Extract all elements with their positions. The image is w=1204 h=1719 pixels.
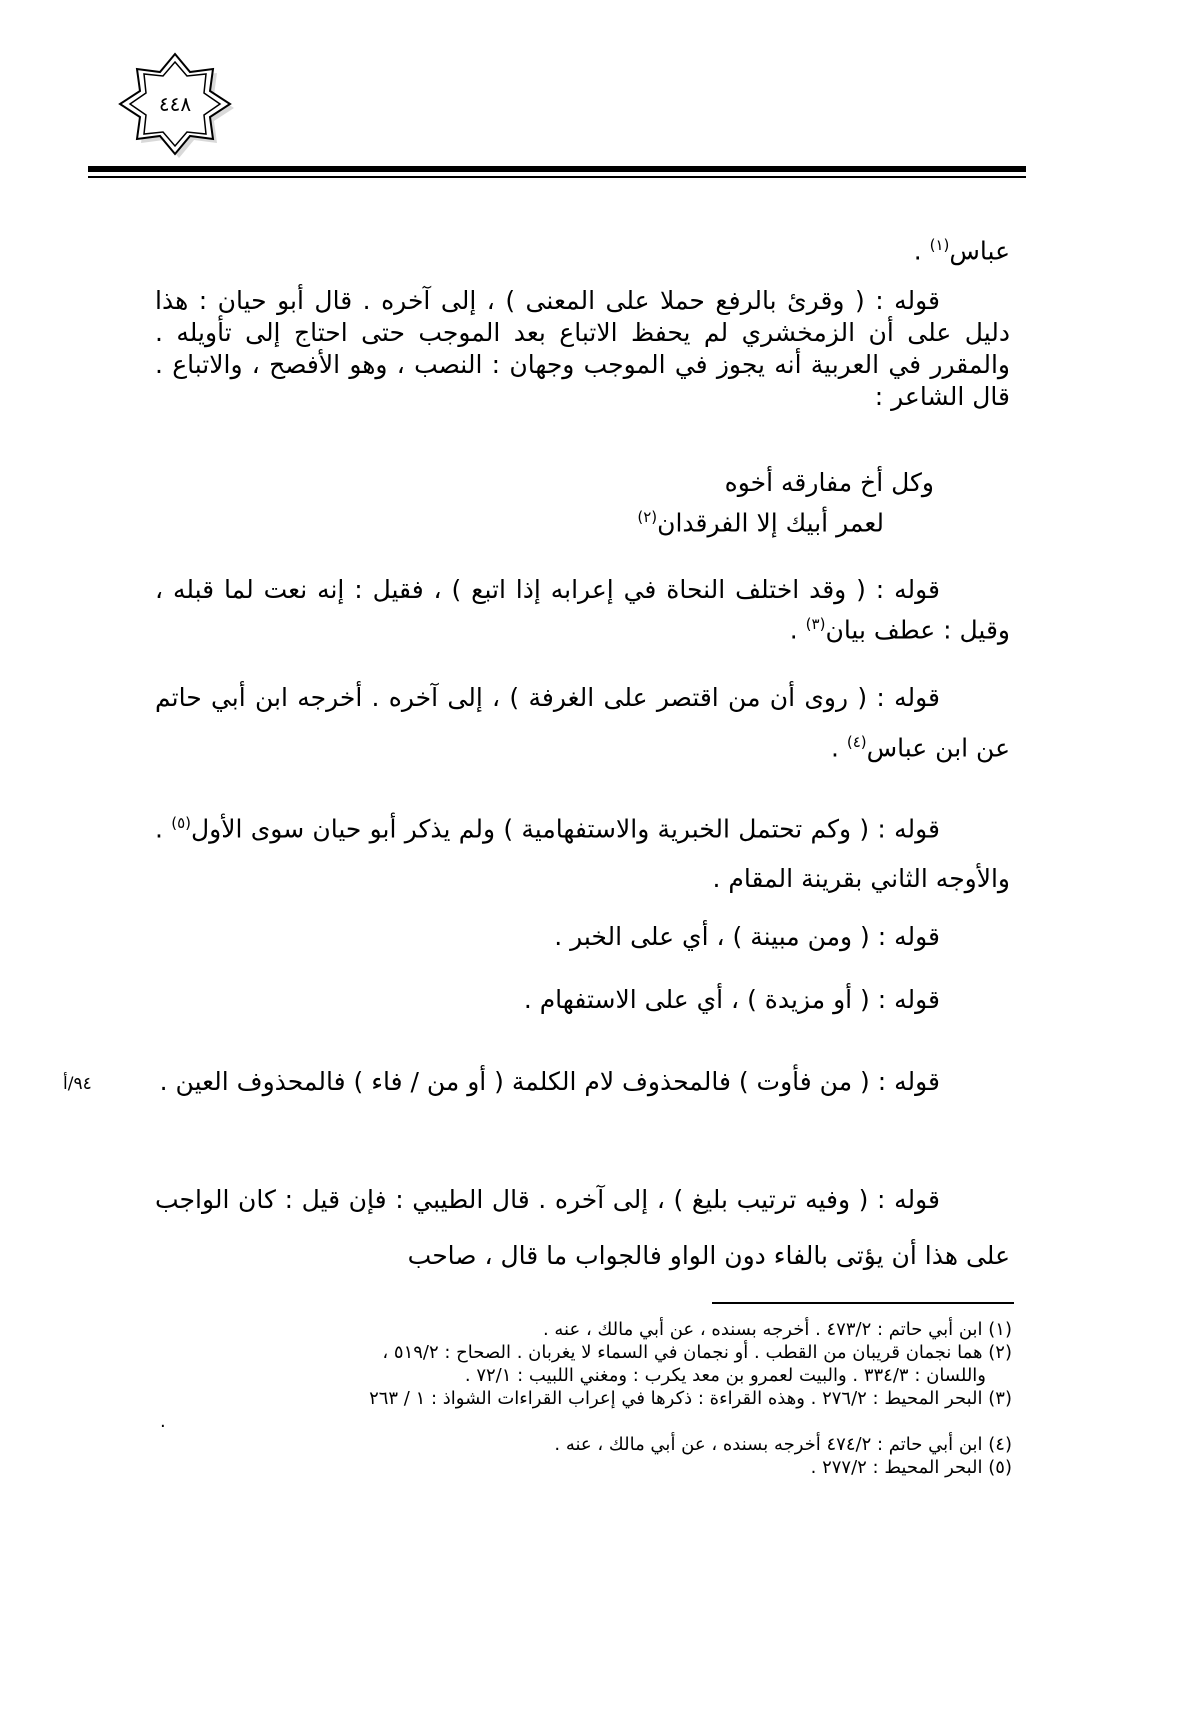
footnote-1: (١) ابن أبي حاتم : ٤٧٣/٢ . أخرجه بسنده ، عن أبي مالك ، عنه .	[542, 1319, 1012, 1340]
footnote-3-continued: .	[160, 1411, 166, 1432]
paragraph-8: قوله : ( وفيه ترتيب بليغ ) ، إلى آخره . قال الطيبي : فإن قيل : كان الواجب على هذا أن يؤتى بالفاء دون الواو فالجواب ما قال ، صاحب	[155, 1185, 1010, 1270]
paragraph-7: قوله : ( من فأوت ) فالمحذوف لام الكلمة ( أو من / فاء ) فالمحذوف العين .	[159, 1067, 940, 1096]
page-number: ٤٤٨	[158, 92, 192, 116]
footnote-ref-3: (٣)	[805, 615, 826, 633]
footnote-ref-2: (٢)	[637, 508, 658, 526]
footnote-2-continued: واللسان : ٣٣٤/٣ . والبيت لعمرو بن معد يكرب : ومغني اللبيب : ٧٢/١ .	[464, 1365, 986, 1386]
page-number-badge	[110, 44, 240, 164]
footnote-ref-5: (٥)	[171, 814, 191, 832]
manuscript-folio-note: ٩٤/أ	[63, 1074, 92, 1094]
header-rule-thin	[88, 176, 1026, 178]
footnotes	[150, 1318, 1012, 1479]
verse-line-1: وكل أخ مفارقه أخوه	[724, 468, 934, 497]
paragraph-1: قوله : ( وقرئ بالرفع حملا على المعنى ) ، إلى آخره . قال أبو حيان : هذا دليل على أن الزمخشري لم يحفظ الاتباع بعد الموجب حتى احتاج إلى تأويله . والمقرر في العربية أنه يجوز في الموجب وجهان : النصب ، وهو الأفصح ، والاتباع . قال الشاعر :	[155, 286, 1010, 411]
footnote-separator	[712, 1302, 1014, 1304]
paragraph-4: قوله : ( وكم تحتمل الخبرية والاستفهامية ) ولم يذكر أبو حيان سوى الأول$^{(٥)}$ . والأوجه الثاني بقرينة المقام .	[155, 814, 1010, 894]
footnote-ref-4: (٤)	[846, 733, 867, 751]
opening-line: عباس$^{(١)}$ .	[913, 236, 1010, 266]
footnote-2: (٢) هما نجمان قريبان من القطب . أو نجمان في السماء لا يغربان . الصحاح : ٥١٩/٢ ،	[382, 1342, 1012, 1363]
paragraph-6: قوله : ( أو مزيدة ) ، أي على الاستفهام .	[523, 985, 940, 1014]
paragraph-3: قوله : ( روى أن من اقتصر على الغرفة ) ، إلى آخره . أخرجه ابن أبي حاتم عن ابن عباس$^{(٤)}$ .	[155, 683, 1010, 763]
footnote-4: (٤) ابن أبي حاتم : ٤٧٤/٢ أخرجه بسنده ، عن أبي مالك ، عنه .	[554, 1434, 1012, 1455]
header-rule-thick	[88, 166, 1026, 172]
footnote-ref-1: (١)	[929, 236, 950, 254]
footnote-5: (٥) البحر المحيط : ٢٧٧/٢ .	[810, 1457, 1012, 1478]
footnote-3: (٣) البحر المحيط : ٢٧٦/٢ . وهذه القراءة : ذكرها في إعراب القراءات الشواذ : ١ / ٢٦٣	[369, 1388, 1012, 1409]
paragraph-2: قوله : ( وقد اختلف النحاة في إعرابه إذا اتبع ) ، فقيل : إنه نعت لما قبله ، وقيل : عطف بيان$^{(٣)}$ .	[155, 575, 1010, 645]
verse-line-2: لعمر أبيك إلا الفرقدان$^{(٢)}$	[637, 508, 884, 538]
paragraph-5: قوله : ( ومن مبينة ) ، أي على الخبر .	[554, 922, 940, 951]
